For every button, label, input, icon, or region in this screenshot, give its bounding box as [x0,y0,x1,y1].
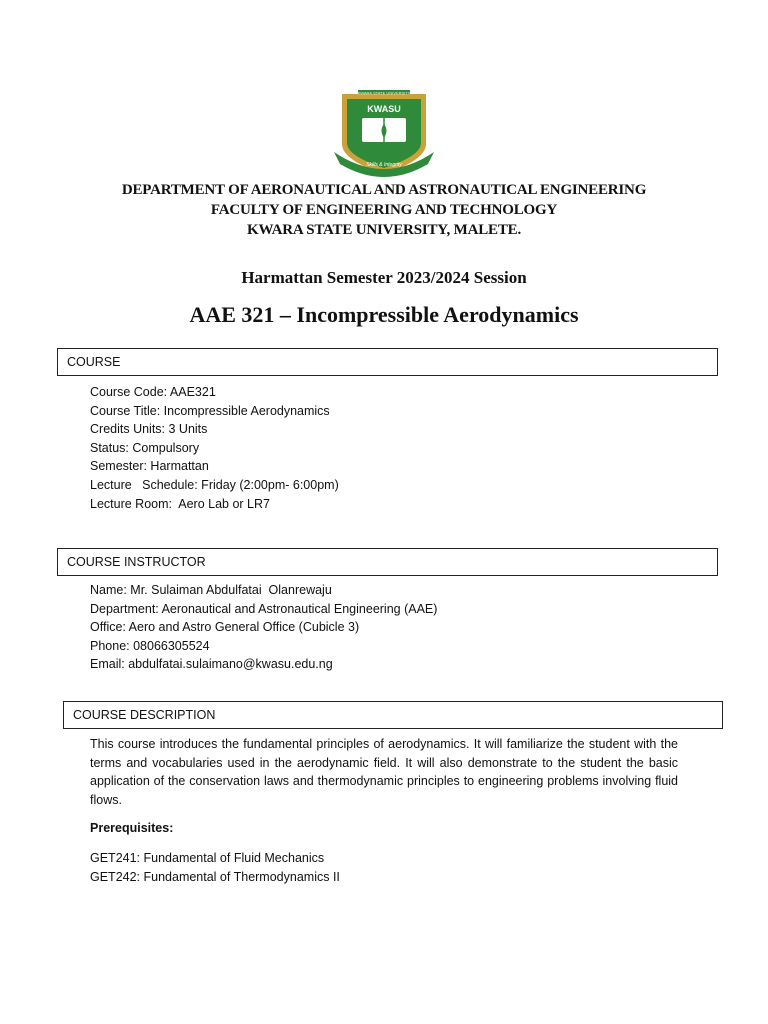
university-title: KWARA STATE UNIVERSITY, MALETE. [246,222,521,238]
instructor-phone: Phone: 08066305524 [90,638,210,653]
course-semester: Semester: Harmattan [90,459,209,474]
instructor-info [90,581,437,674]
course-status: Status: Compulsory [90,440,200,455]
instructor-email: Email: abdulfatai.sulaimano@kwasu.edu.ng [90,657,333,672]
lecture-schedule: Lecture Schedule: Friday (2:00pm- 6:00pm) [90,477,339,492]
semester-title: Harmattan Semester 2023/2024 Session [241,268,527,287]
prerequisites-heading: Prerequisites: [90,821,174,835]
logo-motto-text: Skills & Integrity [366,162,402,168]
instructor-department: Department: Aeronautical and Astronautical Engineering (AAE) [90,601,438,616]
lecture-room: Lecture Room: Aero Lab or LR7 [90,496,270,511]
course-description-text: This course introduces the fundamental principles of aerodynamics. It will familiarize the student with the terms and vocabularies used in the aerodynamic field. It will also demonstrate to the student the basic application of the conservation laws and thermodynamic principles to engineering problems involving fluid flows. [90,737,678,807]
kwasu-logo [332,90,436,178]
logo-kwasu-text: KWASU [367,104,401,114]
prerequisites-list [90,849,340,886]
department-title: DEPARTMENT OF AERONAUTICAL AND ASTRONAUTICAL ENGINEERING [121,182,647,198]
course-title-line: Course Title: Incompressible Aerodynamics [90,403,330,418]
course-section-heading: COURSE [57,348,718,376]
prerequisite-item: GET242: Fundamental of Thermodynamics II [90,869,340,884]
instructor-office: Office: Aero and Astro General Office (Cubicle 3) [90,620,360,635]
page-title: AAE 321 – Incompressible Aerodynamics [189,302,579,327]
description-section-heading: COURSE DESCRIPTION [63,701,723,729]
course-code: Course Code: AAE321 [90,385,216,399]
prerequisite-item: GET241: Fundamental of Fluid Mechanics [90,851,325,865]
credit-units: Credits Units: 3 Units [90,422,208,437]
faculty-title: FACULTY OF ENGINEERING AND TECHNOLOGY [210,202,558,218]
instructor-section-heading: COURSE INSTRUCTOR [57,548,718,576]
course-info [90,383,339,513]
logo-university-text: KWARA STATE UNIVERSITY [357,90,411,96]
instructor-name: Name: Mr. Sulaiman Abdulfatai Olanrewaju [90,583,332,597]
